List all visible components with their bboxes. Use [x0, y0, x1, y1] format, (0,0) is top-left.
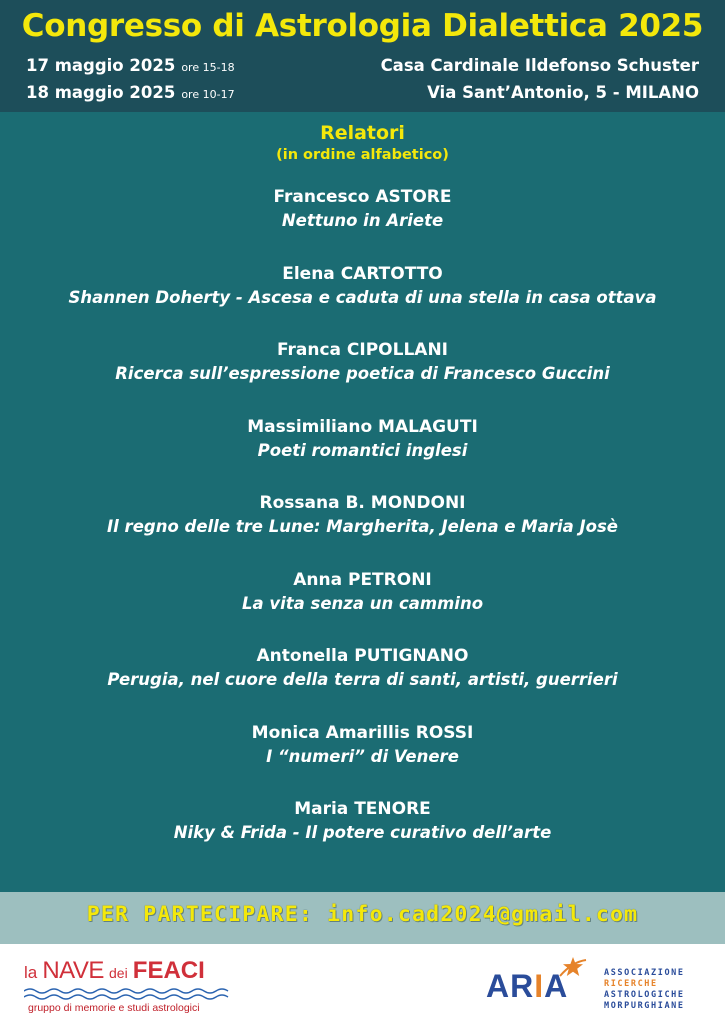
date-line-1 — [26, 56, 235, 75]
date-line-2 — [26, 83, 235, 102]
speaker-item — [0, 568, 725, 645]
speaker-item — [0, 415, 725, 492]
section-title: Relatori — [320, 122, 405, 144]
speaker-name: Massimiliano MALAGUTI — [247, 416, 478, 437]
speaker-name: Francesco ASTORE — [273, 187, 452, 207]
hours-2: ore 10-17 — [181, 88, 235, 101]
section-subtitle: (in ordine alfabetico) — [276, 147, 449, 163]
aria-word-3: ASTROLOGICHE — [604, 990, 685, 1000]
speakers-section — [0, 112, 725, 892]
aria-letter-i: I — [534, 968, 545, 1004]
aria-word-4: MORPURGHIANE — [604, 1001, 685, 1011]
speaker-name: Monica Amarillis ROSSI — [251, 722, 474, 743]
speaker-item — [0, 721, 725, 798]
aria-letter-a: A — [486, 968, 511, 1004]
aria-word-2: RICERCHE — [604, 979, 658, 989]
aria-words — [604, 968, 685, 1012]
speaker-name: Elena CARTOTTO — [282, 263, 443, 284]
speaker-item — [0, 644, 725, 721]
speaker-talk: Il regno delle tre Lune: Margherita, Jelena e Maria Josè — [107, 517, 618, 536]
participate-banner — [0, 892, 725, 944]
speaker-name: Rossana B. MONDONI — [259, 493, 466, 513]
venue-address: Via Sant’Antonio, 5 - MILANO — [427, 83, 699, 102]
speaker-talk: Niky & Frida - Il potere curativo dell’arte — [173, 823, 552, 842]
speaker-talk: Ricerca sull’espressione poetica di Francesco Guccini — [115, 364, 610, 383]
speaker-item — [0, 262, 725, 339]
venue-name: Casa Cardinale Ildefonso Schuster — [380, 56, 699, 75]
nave-dei: dei — [109, 965, 128, 981]
speaker-name: Antonella PUTIGNANO — [256, 646, 469, 666]
speaker-item — [0, 185, 725, 262]
nave-la: la — [24, 963, 38, 982]
nave-logo-wordmark — [24, 956, 205, 988]
waves-icon — [24, 987, 234, 1001]
speaker-item — [0, 797, 725, 874]
hours-1: ore 15-18 — [181, 61, 235, 74]
speaker-item — [0, 491, 725, 568]
speaker-name: Anna PETRONI — [293, 569, 432, 590]
speaker-talk: I “numeri” di Venere — [266, 746, 459, 766]
aria-wordmark — [486, 968, 568, 1005]
speaker-list — [0, 185, 725, 874]
speaker-talk: Poeti romantici inglesi — [257, 440, 468, 460]
speaker-talk: Nettuno in Ariete — [281, 211, 444, 230]
date-1: 17 maggio 2025 — [26, 56, 176, 75]
footer — [0, 944, 725, 1024]
header — [0, 0, 725, 112]
nave-subtitle: gruppo di memorie e studi astrologici — [28, 1002, 200, 1014]
aria-letter-a2: A — [544, 968, 569, 1004]
speaker-talk: Perugia, nel cuore della terra di santi, artisti, guerrieri — [107, 670, 618, 689]
aria-logo — [486, 956, 706, 1016]
speaker-item — [0, 338, 725, 415]
speaker-talk: Shannen Doherty - Ascesa e caduta di una stella in casa ottava — [68, 287, 657, 307]
speaker-talk: La vita senza un cammino — [241, 593, 484, 613]
speaker-name: Franca CIPOLLANI — [276, 340, 449, 360]
speaker-name: Maria TENORE — [294, 799, 431, 819]
nave-dei-feaci-logo — [24, 956, 244, 1016]
aria-word-1: ASSOCIAZIONE — [604, 968, 685, 978]
participate-email[interactable]: PER PARTECIPARE: info.cad2024@gmail.com — [86, 902, 639, 927]
aria-letter-r: R — [510, 968, 535, 1004]
date-2: 18 maggio 2025 — [26, 83, 176, 102]
event-title: Congresso di Astrologia Dialettica 2025 — [21, 8, 704, 44]
nave-nave: NAVE — [42, 957, 104, 984]
nave-feaci: FEACI — [132, 957, 205, 984]
